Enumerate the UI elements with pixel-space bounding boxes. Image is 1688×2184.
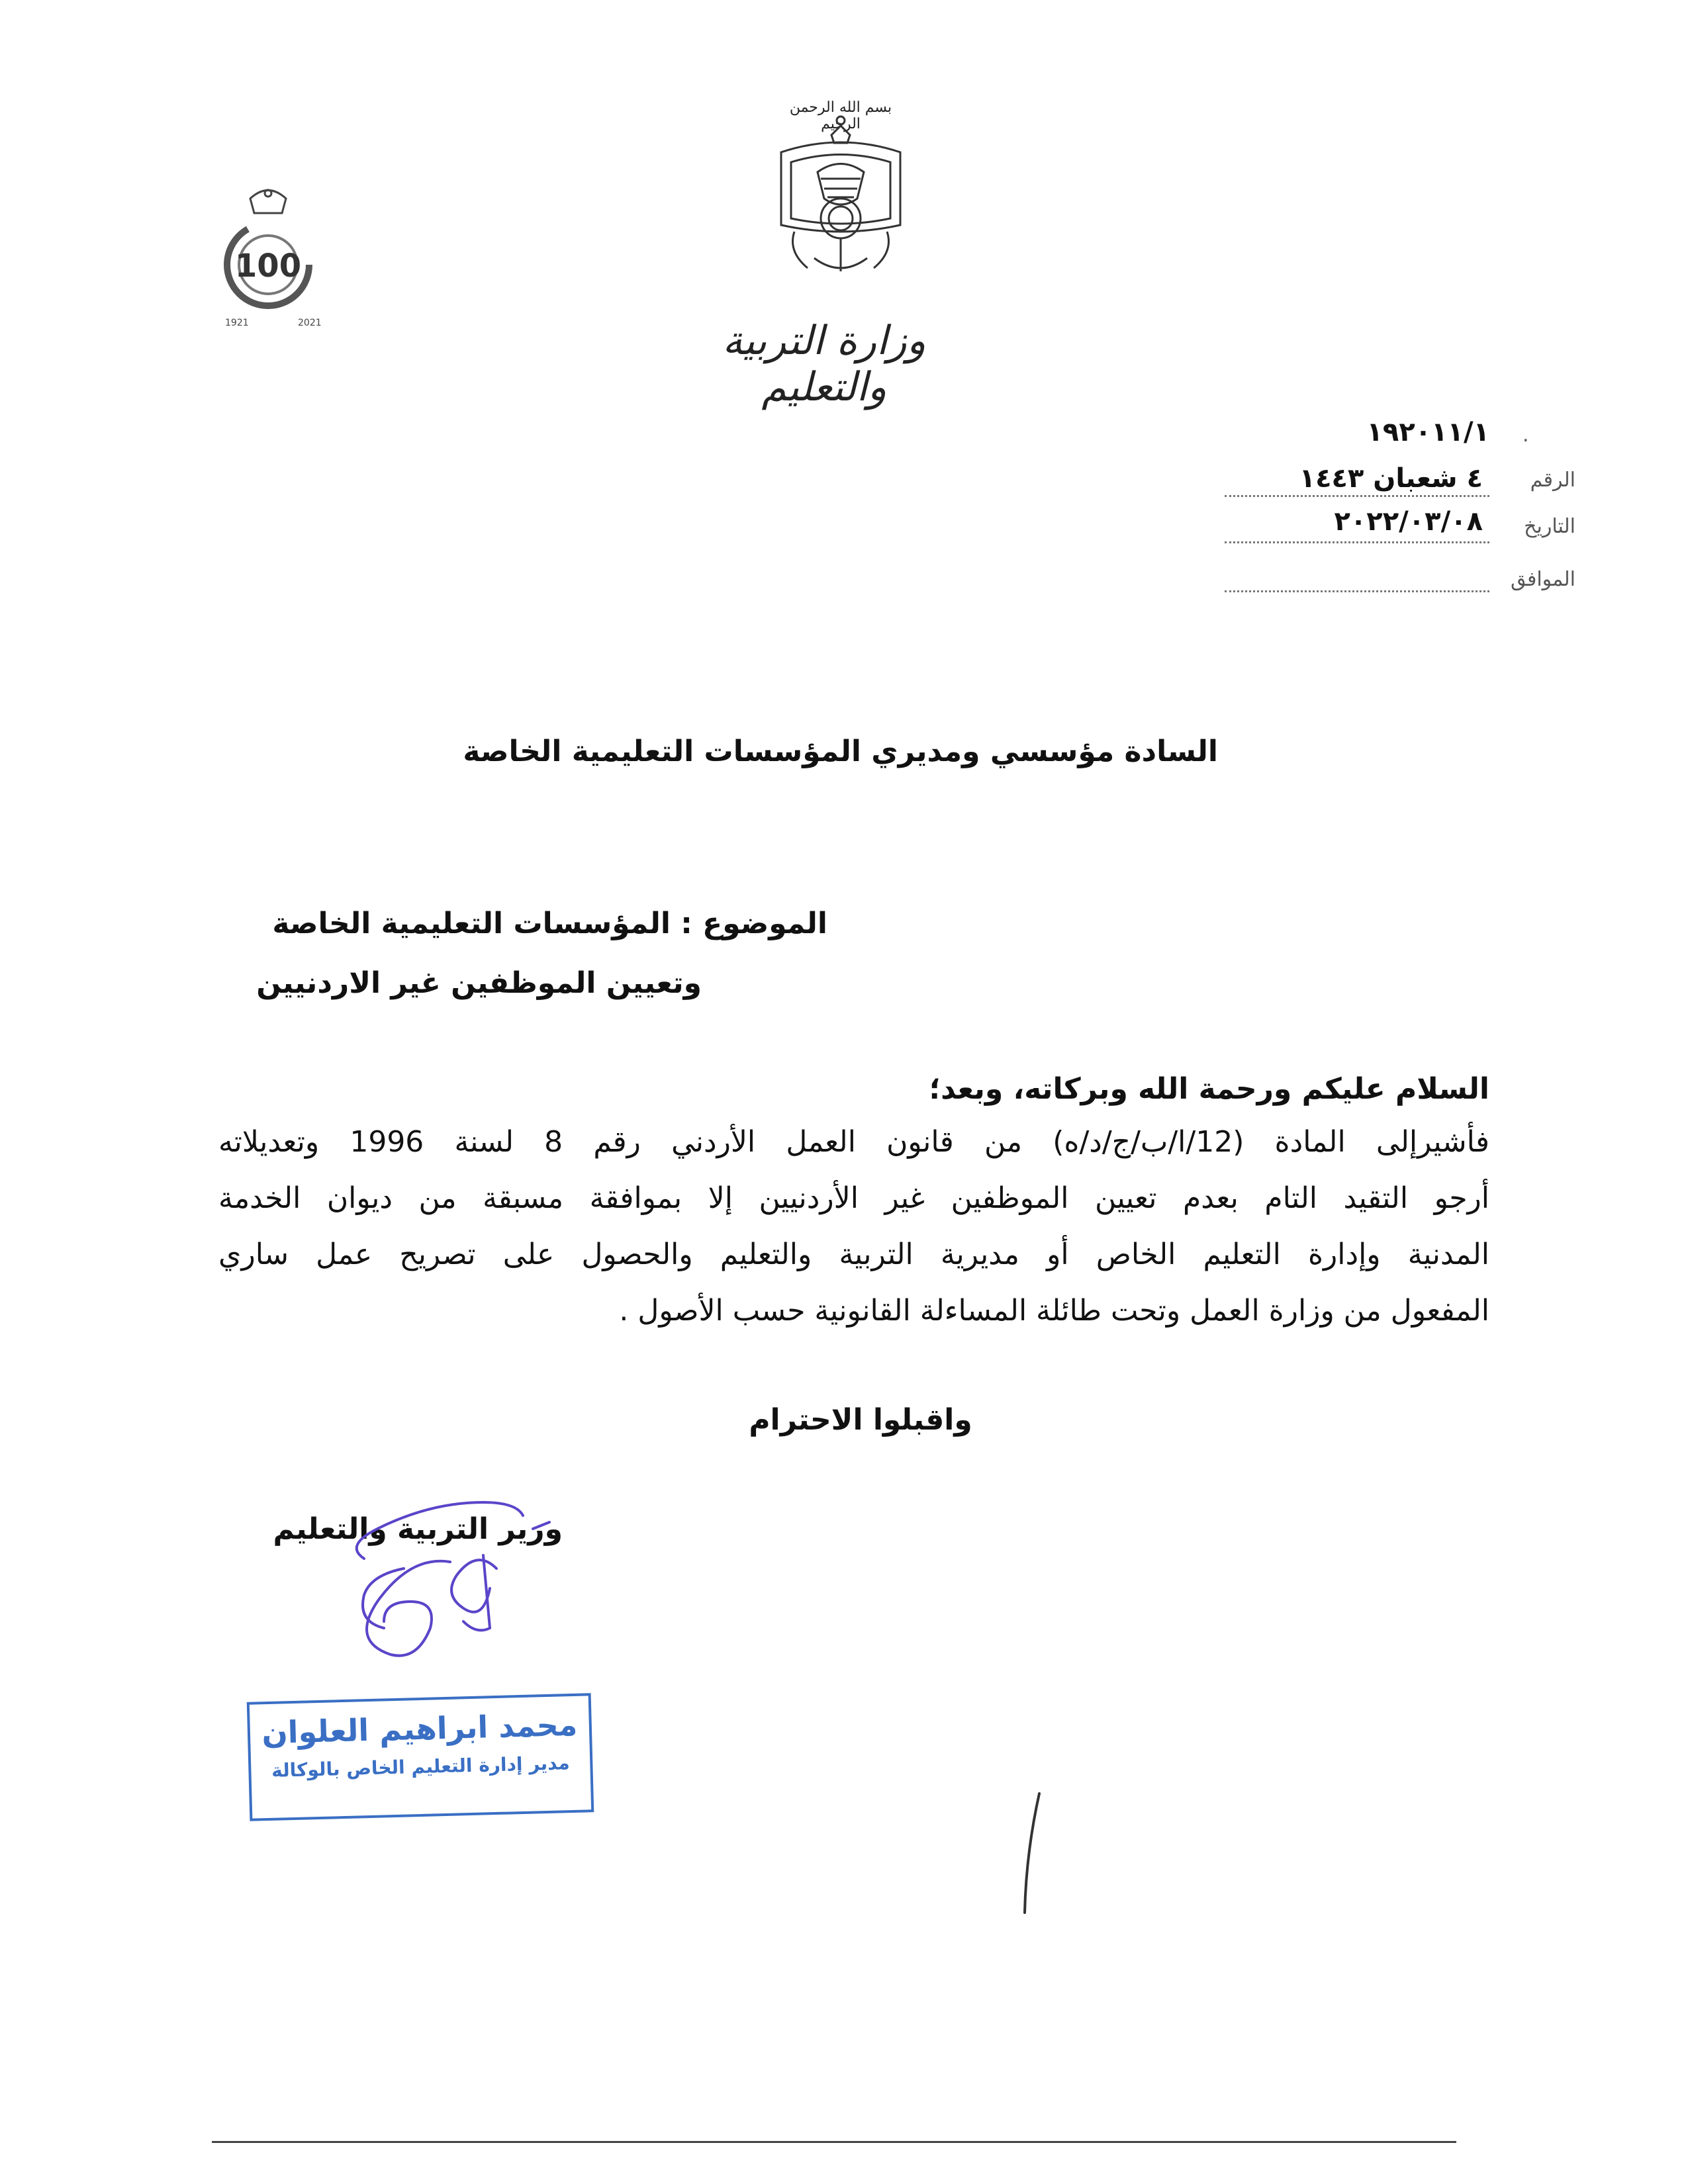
stamp-title: مدير إدارة التعليم الخاص بالوكالة [271, 1752, 571, 1782]
subject-line-2: وتعيين الموظفين غير الاردنيين [256, 966, 702, 1000]
signatory-title: وزير التربية والتعليم [273, 1512, 563, 1546]
centennial-number: 100 [234, 248, 302, 285]
date-label: التاريخ [1524, 515, 1575, 538]
stamp-name: محمد ابراهيم العلوان [261, 1706, 578, 1751]
centennial-start-year: 1921 [225, 318, 249, 328]
body-line-3: المدنية وإدارة التعليم الخاص أو مديرية التربية والتعليم والحصول على تصريح عمل ساري [218, 1238, 1489, 1271]
date-line [1225, 541, 1489, 543]
corresponding-label: الموافق [1510, 568, 1575, 591]
reference-number-value: ١٩٢٠١١/١ [1366, 417, 1489, 447]
centennial-end-year: 2021 [298, 318, 322, 328]
body-line-4: المفعول من وزارة العمل وتحت طائلة المساءلة القانونية حسب الأصول . [619, 1294, 1489, 1328]
handwritten-signature [285, 1476, 583, 1674]
body-line-2: أرجو التقيد التام بعدم تعيين الموظفين غير الأردنيين إلا بموافقة مسبقة من ديوان الخدمة [218, 1181, 1489, 1215]
official-stamp [247, 1693, 594, 1821]
pen-mark [1013, 1787, 1053, 1919]
ministry-name: وزارة التربية والتعليم [722, 318, 926, 410]
closing-line: واقبلوا الاحترام [749, 1403, 972, 1437]
reference-number-line [1225, 495, 1489, 497]
basmala-text: بسم الله الرحمن الرحيم [789, 99, 892, 132]
centennial-logo-icon [199, 179, 338, 331]
reference-dot: . [1523, 424, 1529, 447]
jordan-coat-of-arms-icon [755, 99, 927, 298]
gregorian-date-value: ٢٠٢٢/٠٣/٠٨ [1334, 506, 1483, 537]
greeting-line: السلام عليكم ورحمة الله وبركاته، وبعد؛ [929, 1072, 1489, 1106]
subject-line-1: الموضوع : المؤسسات التعليمية الخاصة [272, 907, 827, 940]
addressee-line: السادة مؤسسي ومديري المؤسسات التعليمية الخاصة [463, 735, 1218, 768]
corresponding-line [1225, 590, 1489, 592]
footer-rule [212, 2141, 1456, 2143]
hijri-date-value: ٤ شعبان ١٤٤٣ [1299, 463, 1483, 494]
reference-number-label: الرقم [1530, 469, 1575, 492]
body-line-1: فأشيرإلى المادة (12/ا/ب/ج/د/ه) من قانون العمل الأردني رقم 8 لسنة 1996 وتعديلاته [218, 1125, 1490, 1159]
